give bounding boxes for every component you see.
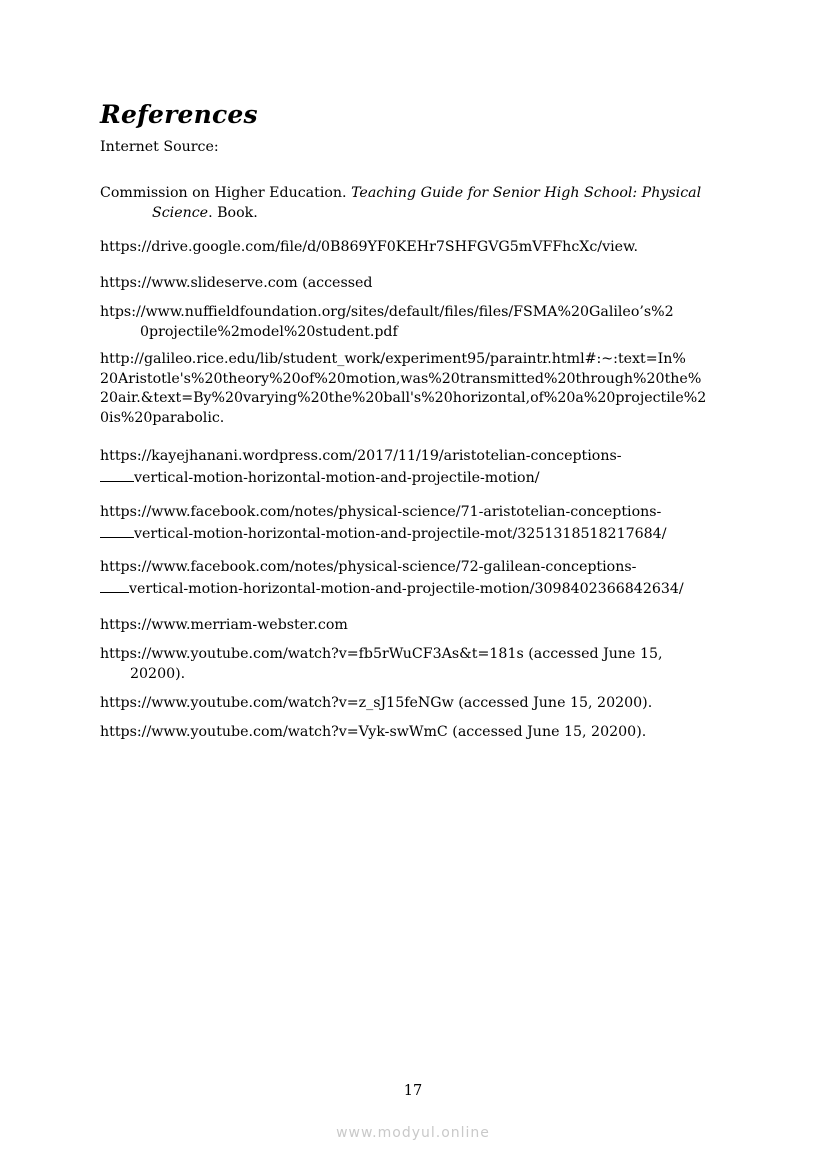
reference-link-line: https://kayejhanani.wordpress.com/2017/11/19/aristotelian-conceptions- [100, 448, 622, 464]
reference-google-drive [100, 238, 726, 258]
reference-link-line: vertical-motion-horizontal-motion-and-projectile-mot/3251318518217684/ [134, 525, 667, 542]
reference-url-line: https://www.youtube.com/watch?v=fb5rWuCF3As&t=181s (accessed June 15, [100, 646, 663, 662]
reference-facebook-72 [100, 558, 726, 599]
reference-url: https://www.slideserve.com (accessed [100, 275, 373, 291]
reference-slideserve [100, 274, 726, 294]
reference-author: Commission on Higher Education. [100, 185, 352, 201]
reference-link[interactable] [100, 447, 726, 488]
reference-youtube-3 [100, 723, 726, 743]
reference-link[interactable] [100, 503, 726, 544]
reference-url-line: htps://www.nuffieldfoundation.org/sites/default/files/files/FSMA%20Galileo’s%2 [100, 304, 674, 320]
reference-url: https://drive.google.com/file/d/0B869YF0KEHr7SHFGVG5mVFFhcXc/view. [100, 239, 639, 255]
reference-url: https://www.youtube.com/watch?v=z_sJ15feNGw (accessed June 15, 20200). [100, 695, 653, 711]
reference-merriam-webster [100, 616, 726, 636]
page-title: References [100, 100, 258, 129]
reference-url: https://www.youtube.com/watch?v=Vyk-swWmC (accessed June 15, 20200). [100, 724, 647, 740]
reference-link-line: vertical-motion-horizontal-motion-and-projectile-motion/3098402366842634/ [129, 580, 684, 597]
reference-link-line: https://www.facebook.com/notes/physical-science/72-galilean-conceptions- [100, 559, 637, 575]
reference-link-line: 20air.&text=By%20varying%20the%20ball's%20horizontal,of%20a%20projectile%2 [100, 390, 707, 406]
reference-link[interactable] [100, 558, 726, 599]
page-number: 17 [403, 1083, 423, 1099]
reference-link-line: http://galileo.rice.edu/lib/student_work/experiment95/paraintr.html#:~:text=In% [100, 351, 686, 367]
reference-type: . Book. [208, 204, 258, 221]
section-subheading: Internet Source: [100, 139, 219, 155]
reference-title-cont: Science [152, 204, 209, 221]
reference-nuffield-foundation [100, 303, 726, 342]
watermark: www.modyul.online [336, 1125, 490, 1141]
reference-youtube-1 [100, 645, 726, 684]
reference-ched-teaching-guide [100, 184, 726, 223]
reference-facebook-71 [100, 503, 726, 544]
reference-galileo-rice [100, 350, 726, 428]
reference-link[interactable] [100, 350, 726, 428]
reference-kayejhanani [100, 447, 726, 488]
reference-link-line: https://www.facebook.com/notes/physical-science/71-aristotelian-conceptions- [100, 504, 662, 520]
reference-url: https://www.merriam-webster.com [100, 617, 348, 633]
reference-link-line: vertical-motion-horizontal-motion-and-projectile-motion/ [134, 469, 540, 486]
reference-link-line: 20Aristotle's%20theory%20of%20motion,was%20transmitted%20through%20the% [100, 370, 702, 387]
reference-link-line: 0is%20parabolic. [100, 409, 225, 426]
reference-url-line: 20200). [130, 665, 186, 682]
reference-title: Teaching Guide for Senior High School: Physical [351, 185, 702, 201]
reference-url-line: 0projectile%2model%20student.pdf [140, 323, 398, 340]
reference-youtube-2 [100, 694, 726, 714]
